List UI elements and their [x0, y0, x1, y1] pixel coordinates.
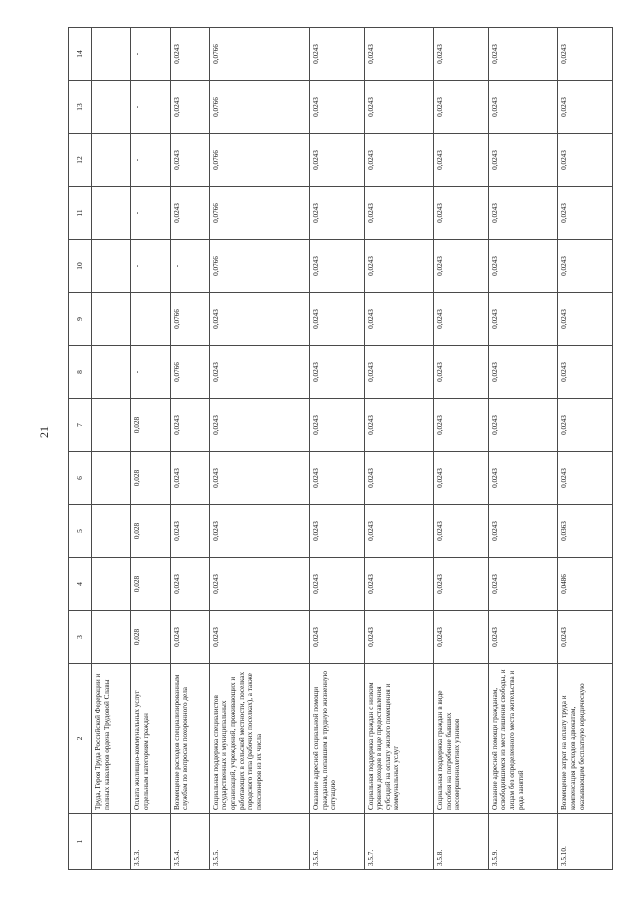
value-cell: 0,0243 — [434, 293, 489, 346]
value-cell: 0,0243 — [364, 452, 434, 505]
value-cell — [92, 28, 131, 81]
value-cell: 0,0243 — [364, 505, 434, 558]
value-cell: 0,0243 — [170, 187, 209, 240]
value-cell: 0,0243 — [310, 452, 365, 505]
value-cell: 0,0243 — [364, 346, 434, 399]
value-cell — [92, 187, 131, 240]
header-cell: 10 — [69, 240, 92, 293]
value-cell: - — [131, 134, 170, 187]
value-cell: 0,0243 — [434, 452, 489, 505]
value-cell: 0,0243 — [364, 28, 434, 81]
value-cell: 0,0243 — [434, 134, 489, 187]
value-cell: 0,0243 — [209, 452, 309, 505]
table-row — [558, 28, 613, 870]
value-cell: 0,0243 — [209, 611, 309, 664]
value-cell: 0,028 — [131, 558, 170, 611]
value-cell: 0,0243 — [310, 28, 365, 81]
row-name: Возмещение расходов специализированным службам по вопросам похоронного дела — [170, 664, 209, 814]
value-cell: 0,0243 — [488, 240, 558, 293]
table-row — [364, 28, 434, 870]
value-cell: 0,0243 — [209, 558, 309, 611]
value-cell: 0,0766 — [209, 28, 309, 81]
value-cell: 0,0243 — [434, 505, 489, 558]
value-cell — [92, 240, 131, 293]
value-cell: 0,0243 — [434, 81, 489, 134]
value-cell: 0,0243 — [209, 399, 309, 452]
value-cell: 0,0243 — [310, 505, 365, 558]
value-cell: 0,0243 — [364, 240, 434, 293]
value-cell: 0,0243 — [364, 293, 434, 346]
value-cell — [92, 346, 131, 399]
header-cell: 7 — [69, 399, 92, 452]
value-cell: 0,0243 — [310, 81, 365, 134]
value-cell: 0,0243 — [170, 558, 209, 611]
value-cell: 0,0243 — [558, 134, 613, 187]
value-cell: 0,0766 — [209, 187, 309, 240]
value-cell — [131, 293, 170, 346]
value-cell: 0,0243 — [434, 346, 489, 399]
value-cell: 0,0243 — [488, 346, 558, 399]
value-cell: 0,0243 — [310, 558, 365, 611]
value-cell: 0,0243 — [558, 81, 613, 134]
header-cell: 13 — [69, 81, 92, 134]
value-cell: 0,0766 — [209, 81, 309, 134]
value-cell: 0,0243 — [209, 505, 309, 558]
value-cell: 0,0243 — [209, 293, 309, 346]
value-cell: - — [170, 240, 209, 293]
value-cell — [92, 134, 131, 187]
value-cell: 0,0243 — [558, 399, 613, 452]
value-cell: 0,0766 — [209, 134, 309, 187]
value-cell: 0,0243 — [558, 187, 613, 240]
value-cell: 0,0243 — [364, 399, 434, 452]
value-cell: 0,0363 — [558, 505, 613, 558]
value-cell: 0,0243 — [558, 452, 613, 505]
value-cell: 0,028 — [131, 452, 170, 505]
header-cell: 14 — [69, 28, 92, 81]
header-cell: 9 — [69, 293, 92, 346]
value-cell: 0,0243 — [310, 346, 365, 399]
value-cell: 0,0243 — [170, 505, 209, 558]
row-code: 3.5.8. — [434, 814, 489, 870]
value-cell: 0,0243 — [488, 293, 558, 346]
value-cell: 0,0243 — [488, 558, 558, 611]
row-code: 3.5.5. — [209, 814, 309, 870]
value-cell: 0,0243 — [488, 399, 558, 452]
value-cell — [92, 399, 131, 452]
value-cell — [92, 558, 131, 611]
value-cell: 0,0243 — [488, 81, 558, 134]
value-cell: 0,0243 — [488, 452, 558, 505]
row-name: Социальная поддержка граждан с низким уровнем доходов в виде предоставления субсидий на оплату жилого помещения и коммунальных услуг — [364, 664, 434, 814]
value-cell — [92, 611, 131, 664]
value-cell: 0,0486 — [558, 558, 613, 611]
header-cell: 3 — [69, 611, 92, 664]
value-cell: 0,0243 — [558, 240, 613, 293]
value-cell: 0,0243 — [364, 187, 434, 240]
row-name: Оказание адресной помощи гражданам, освободившимся из мест лишения свободы, и лицам без определенного места жительства и рода занятий — [488, 664, 558, 814]
value-cell: 0,0243 — [434, 558, 489, 611]
value-cell: 0,0243 — [310, 399, 365, 452]
value-cell: 0,0243 — [434, 399, 489, 452]
value-cell: 0,0243 — [170, 81, 209, 134]
row-name: Труда, Героя Труда Российской Федерации и полных кавалеров ордена Трудовой Славы — [92, 664, 131, 814]
table-row — [131, 28, 170, 870]
value-cell: 0,0243 — [434, 240, 489, 293]
value-cell: 0,0243 — [310, 240, 365, 293]
value-cell: 0,0243 — [488, 505, 558, 558]
value-cell: 0,0243 — [434, 611, 489, 664]
value-cell: - — [131, 28, 170, 81]
row-name: Социальная поддержка специалистов государственных и муниципальных организаций, учреждений, проживающих и работающих в сельской местности, поселках городского типа (рабочих поселках), а также пенсионеров из их числа — [209, 664, 309, 814]
table-row — [434, 28, 489, 870]
value-cell: 0,028 — [131, 505, 170, 558]
header-cell: 2 — [69, 664, 92, 814]
row-code: 3.5.9. — [488, 814, 558, 870]
table-row — [209, 28, 309, 870]
data-table — [68, 27, 613, 870]
table-row — [170, 28, 209, 870]
value-cell: 0,0243 — [170, 28, 209, 81]
value-cell: - — [131, 187, 170, 240]
value-cell: 0,0243 — [488, 28, 558, 81]
value-cell: 0,0243 — [364, 558, 434, 611]
value-cell: 0,0766 — [170, 346, 209, 399]
header-cell: 1 — [69, 814, 92, 870]
row-name: Возмещение затрат на оплату труда и компенсация расходов адвокатам, оказывающим бесплатную юридическую — [558, 664, 613, 814]
table-row — [92, 28, 131, 870]
value-cell — [92, 452, 131, 505]
value-cell: 0,0243 — [558, 346, 613, 399]
table-header-row — [69, 28, 92, 870]
row-name: Оплата жилищно-коммунальных услуг отдельным категориям граждан — [131, 664, 170, 814]
value-cell: 0,0243 — [310, 134, 365, 187]
row-code: 3.5.3. — [131, 814, 170, 870]
value-cell: - — [131, 346, 170, 399]
value-cell: 0,0243 — [434, 187, 489, 240]
header-cell: 4 — [69, 558, 92, 611]
header-cell: 5 — [69, 505, 92, 558]
header-cell: 8 — [69, 346, 92, 399]
value-cell: - — [131, 240, 170, 293]
value-cell: 0,0243 — [558, 293, 613, 346]
value-cell: 0,0243 — [488, 134, 558, 187]
value-cell: 0,0766 — [209, 240, 309, 293]
value-cell: 0,0243 — [170, 611, 209, 664]
value-cell: 0,028 — [131, 611, 170, 664]
value-cell: 0,0243 — [434, 28, 489, 81]
row-name: Социальная поддержка граждан в виде пособия на погребение бывших несовершеннолетних узников — [434, 664, 489, 814]
row-code: 3.5.7. — [364, 814, 434, 870]
value-cell: 0,0243 — [170, 134, 209, 187]
value-cell: 0,028 — [131, 399, 170, 452]
row-code — [92, 814, 131, 870]
value-cell: 0,0243 — [310, 293, 365, 346]
value-cell: 0,0243 — [558, 611, 613, 664]
value-cell: 0,0243 — [364, 81, 434, 134]
row-code: 3.5.4. — [170, 814, 209, 870]
value-cell: 0,0766 — [170, 293, 209, 346]
value-cell: 0,0243 — [364, 134, 434, 187]
value-cell — [92, 505, 131, 558]
value-cell — [92, 293, 131, 346]
page-number: 21 — [37, 426, 51, 438]
table-row — [488, 28, 558, 870]
value-cell — [92, 81, 131, 134]
value-cell: 0,0243 — [558, 28, 613, 81]
row-name: Оказание адресной социальной помощи гражданам, попавшим в трудную жизненную ситуацию — [310, 664, 365, 814]
value-cell: 0,0243 — [364, 611, 434, 664]
value-cell: 0,0243 — [488, 187, 558, 240]
value-cell: 0,0243 — [488, 611, 558, 664]
value-cell: 0,0243 — [170, 452, 209, 505]
value-cell: 0,0243 — [310, 611, 365, 664]
row-code: 3.5.10. — [558, 814, 613, 870]
value-cell: 0,0243 — [209, 346, 309, 399]
table-body — [92, 28, 613, 870]
header-cell: 6 — [69, 452, 92, 505]
header-cell: 12 — [69, 134, 92, 187]
table-row — [310, 28, 365, 870]
row-code: 3.5.6. — [310, 814, 365, 870]
rotated-table-wrapper — [68, 35, 613, 870]
value-cell: 0,0243 — [170, 399, 209, 452]
value-cell: - — [131, 81, 170, 134]
header-cell: 11 — [69, 187, 92, 240]
value-cell: 0,0243 — [310, 187, 365, 240]
